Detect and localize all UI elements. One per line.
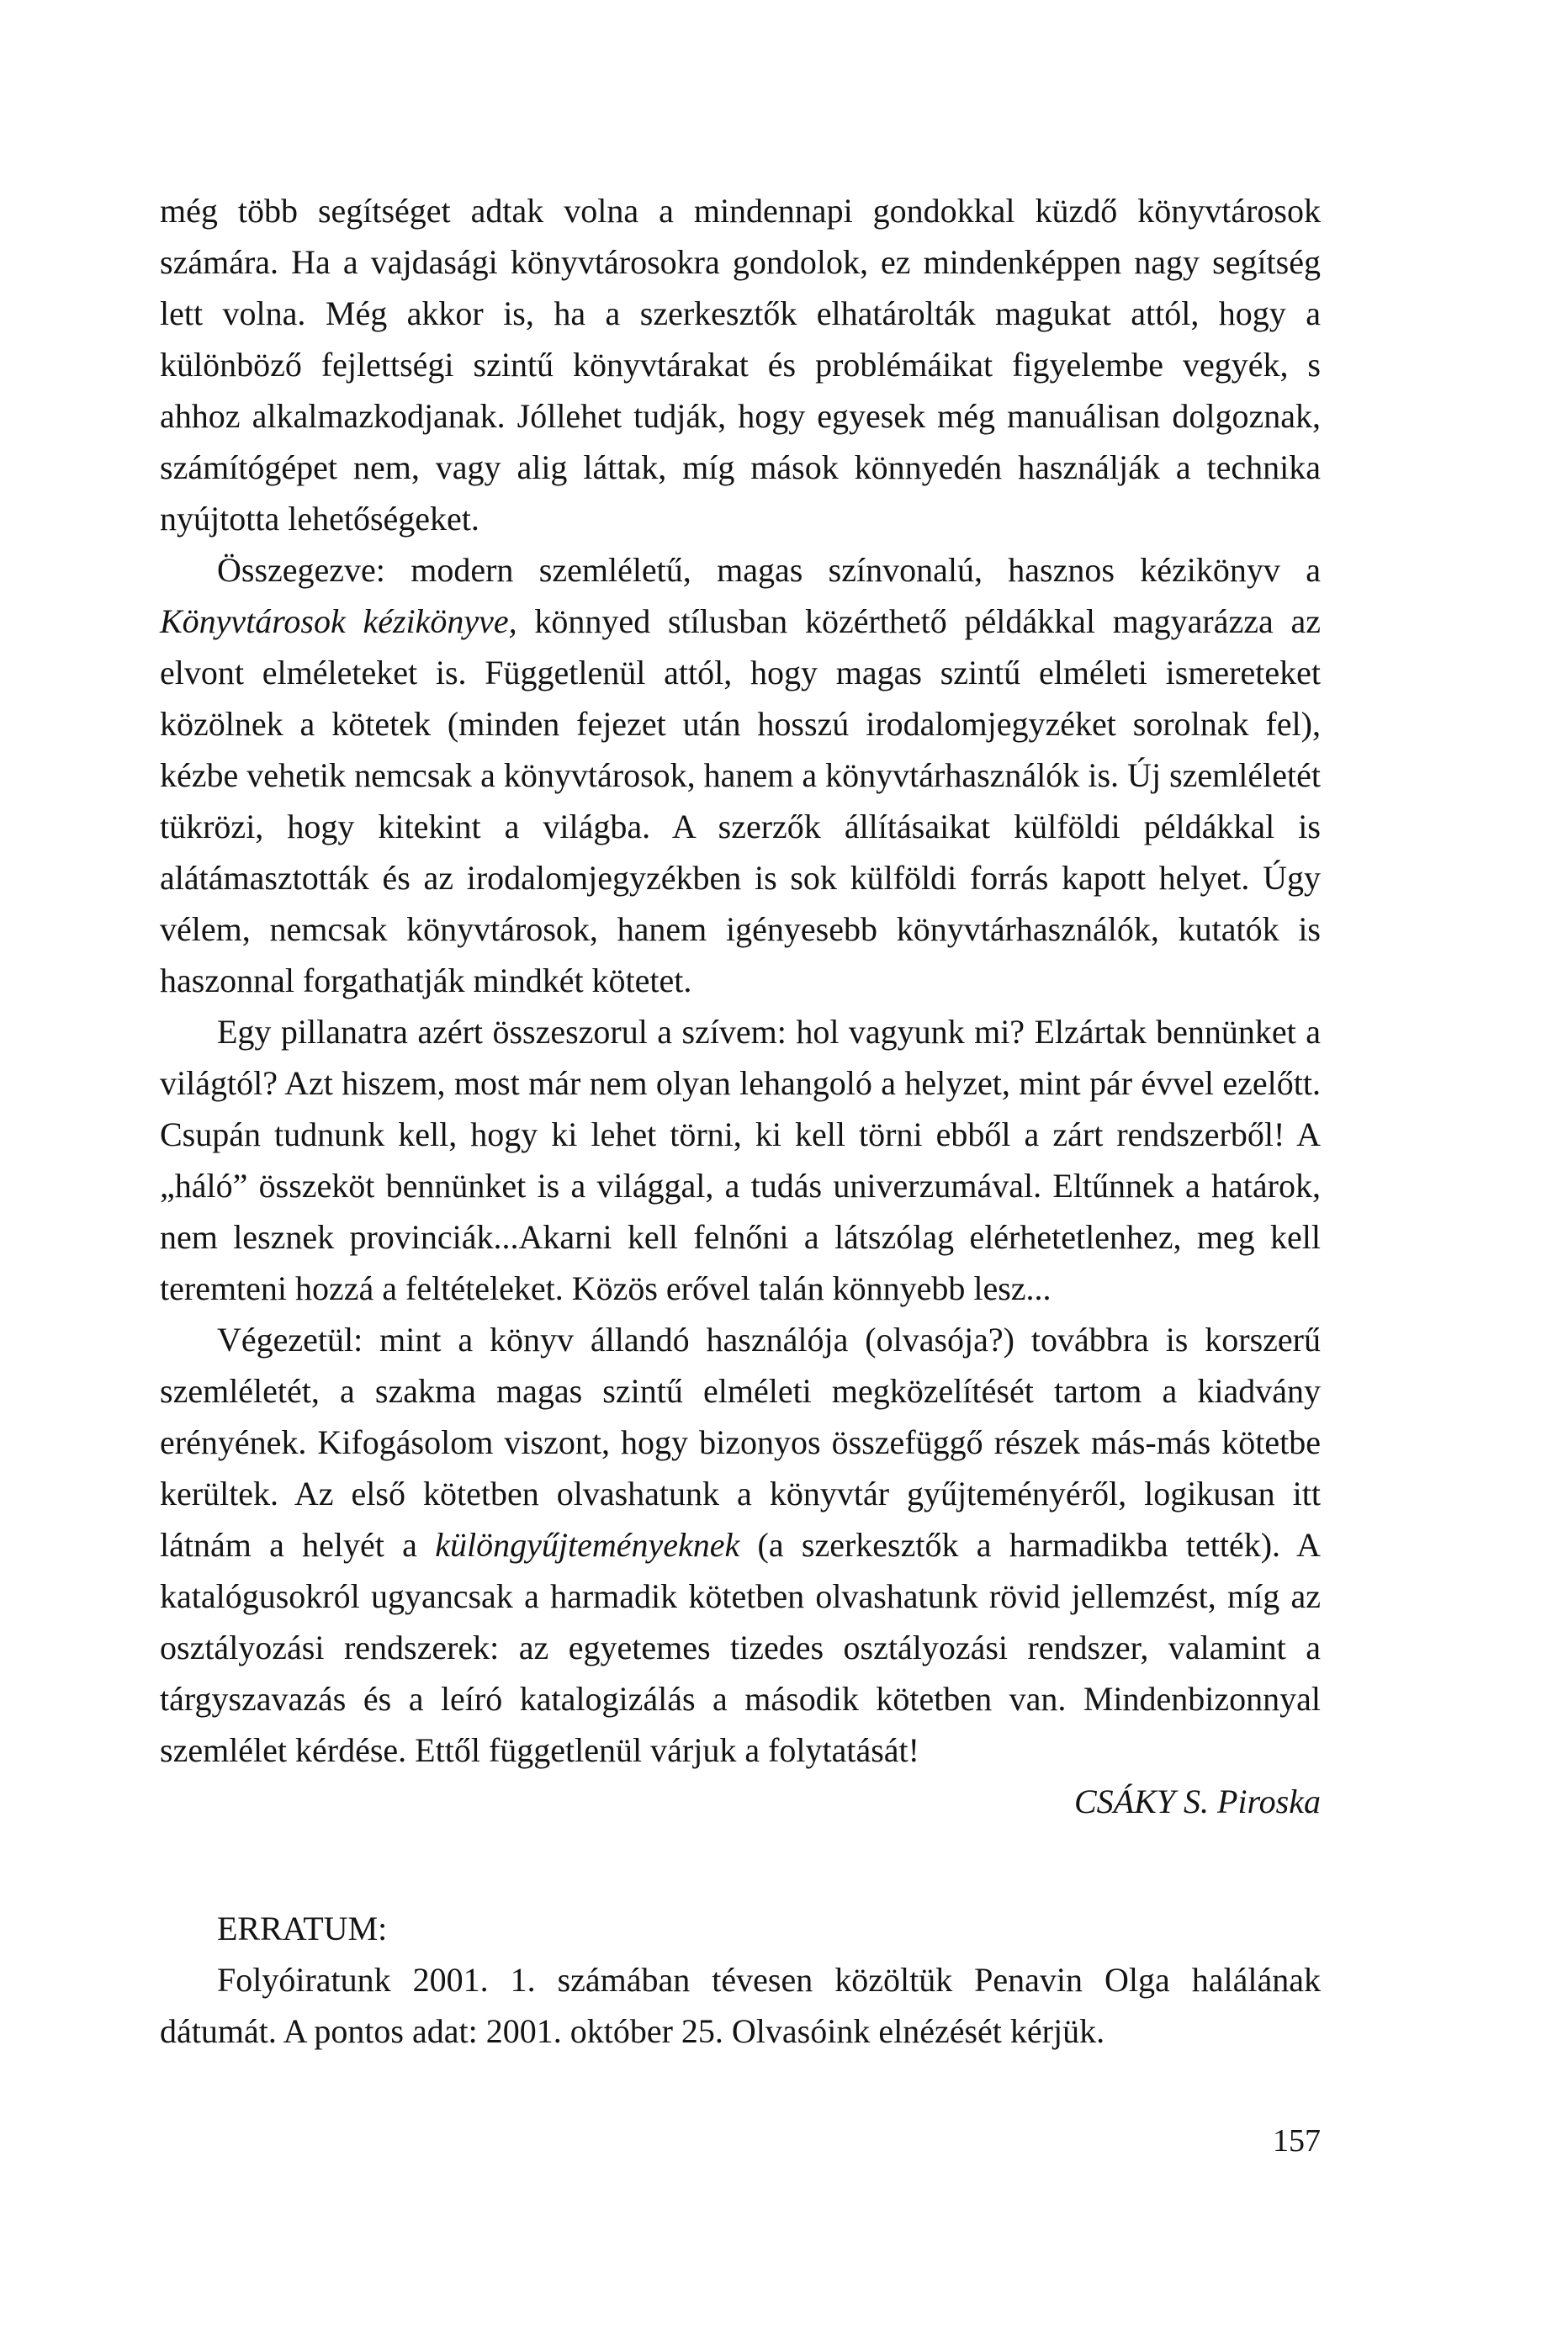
- paragraph-4-rest: (a szerkesztők a harmadikba tették). A katalógusokról ugyancsak a harmadik kötetben olvashatunk rövid jellemzést, míg az osztályozási rendszerek: az egyetemes tizedes osztályozási rendszer, valamint a tárgyszavazás és a leíró katalogizálás a második kötetben van. Mindenbizonnyal szemlélet kérdése. Ettől függetlenül várjuk a folytatását!: [160, 1526, 1321, 1769]
- article-body: [160, 185, 1321, 1827]
- page-number: 157: [1273, 2123, 1321, 2159]
- paragraph-4-start: Végezetül: mint a könyv állandó használója (olvasója?) továbbra is korszerű szemléletét, a szakma magas szintű elméleti megközelítését tartom a kiadvány erényének. Kifogásolom viszont, hogy bizonyos összefüggő részek más-más kötetbe kerültek. Az első kötetben olvashatunk a könyvtár gyűjteményéről, logikusan itt látnám a helyét a: [160, 1321, 1321, 1564]
- erratum-title: ERRATUM:: [217, 1910, 388, 1947]
- author-signature: CSÁKY S. Piroska: [1074, 1783, 1321, 1820]
- paragraph-2-start: Összegezve: modern szemléletű, magas színvonalú, hasznos kézikönyv a: [217, 551, 1321, 589]
- paragraph-2-rest: könnyed stílusban közérthető példákkal magyarázza az elvont elméleteket is. Függetlenül attól, hogy magas szintű elméleti ismereteket közölnek a kötetek (minden fejezet után hosszú irodalomjegyzéket sorolnak fel), kézbe vehetik nemcsak a könyvtárosok, hanem a könyvtárhasználók is. Új szemléletét tükrözi, hogy kitekint a világba. A szerzők állításaikat külföldi példákkal is alátámasztották és az irodalomjegyzékben is sok külföldi forrás kapott helyet. Úgy vélem, nemcsak könyvtárosok, hanem igényesebb könyvtárhasználók, kutatók is haszonnal forgathatják mindkét kötetet.: [160, 602, 1321, 999]
- special-collections-term: különgyűjteményeknek: [435, 1526, 740, 1564]
- paragraph-4: [160, 1314, 1321, 1776]
- paragraph-1: még több segítséget adtak volna a mindennapi gondokkal küzdő könyvtárosok számára. Ha a vajdasági könyvtárosokra gondolok, ez mindenképpen nagy segítség lett volna. Még akkor is, ha a szerkesztők elhatárolták magukat attól, hogy a különböző fejlettségi szintű könyvtárakat és problémáikat figyelembe vegyék, s ahhoz alkalmazkodjanak. Jóllehet tudják, hogy egyesek még manuálisan dolgoznak, számítógépet nem, vagy alig láttak, míg mások könnyedén használják a technika nyújtotta lehetőségeket.: [160, 192, 1321, 538]
- paragraph-2: [160, 544, 1321, 1006]
- erratum-section: [160, 1903, 1321, 2057]
- paragraph-3: Egy pillanatra azért összeszorul a szívem: hol vagyunk mi? Elzártak bennünket a világtól? Azt hiszem, most már nem olyan lehangoló a helyzet, mint pár évvel ezelőtt. Csupán tudnunk kell, hogy ki lehet törni, ki kell törni ebből a zárt rendszerből! A „háló” összeköt bennünket is a világgal, a tudás univerzumával. Eltűnnek a határok, nem lesznek provinciák...Akarni kell felnőni a látszólag elérhetetlenhez, meg kell teremteni hozzá a feltételeket. Közös erővel talán könnyebb lesz...: [160, 1013, 1321, 1307]
- book-title: Könyvtárosok kézikönyve,: [160, 602, 517, 640]
- erratum-text: Folyóiratunk 2001. 1. számában tévesen közöltük Penavin Olga halálának dátumát. A pontos adat: 2001. október 25. Olvasóink elnézését kérjük.: [160, 1961, 1321, 2050]
